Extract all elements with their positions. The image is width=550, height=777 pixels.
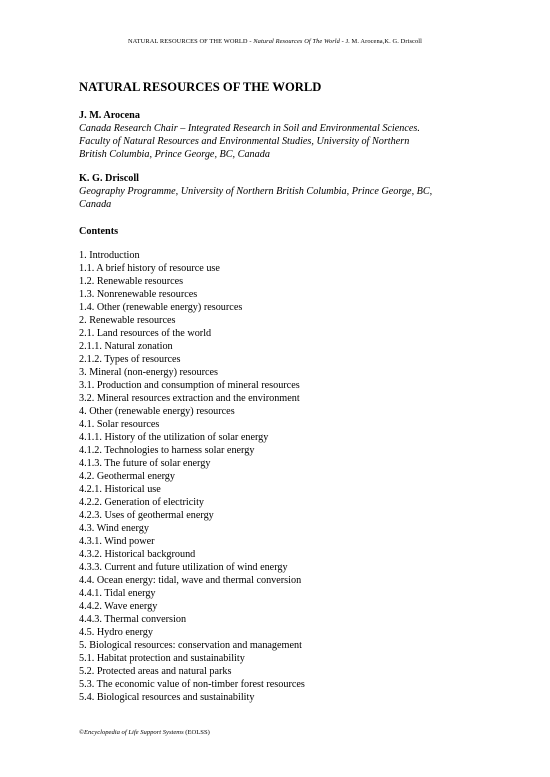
toc-item: 5.2. Protected areas and natural parks — [79, 666, 232, 677]
toc-item: 5. Biological resources: conservation and management — [79, 640, 302, 651]
toc-item: 4.1.1. History of the utilization of solar energy — [79, 432, 269, 443]
toc-item: 4.2.1. Historical use — [79, 484, 161, 495]
toc-item: 2.1.2. Types of resources — [79, 354, 181, 365]
toc-item: 2.1.1. Natural zonation — [79, 341, 173, 352]
toc-item: 4.1. Solar resources — [79, 419, 160, 430]
toc-item: 1.3. Nonrenewable resources — [79, 289, 198, 300]
contents-heading: Contents — [79, 226, 119, 237]
footer-abbrev: (EOLSS) — [183, 729, 210, 736]
toc-item: 4. Other (renewable energy) resources — [79, 406, 235, 417]
toc-item: 3.2. Mineral resources extraction and the environment — [79, 393, 300, 404]
toc-item: 4.2.2. Generation of electricity — [79, 497, 205, 508]
toc-item: 4.3.2. Historical background — [79, 549, 196, 560]
document-title: NATURAL RESOURCES OF THE WORLD — [79, 80, 322, 94]
toc-item: 4.5. Hydro energy — [79, 627, 153, 638]
toc-item: 2. Renewable resources — [79, 315, 176, 326]
toc-item: 4.2. Geothermal energy — [79, 471, 175, 482]
toc-item: 1.4. Other (renewable energy) resources — [79, 302, 243, 313]
toc-item: 3. Mineral (non-energy) resources — [79, 367, 218, 378]
toc-item: 4.2.3. Uses of geothermal energy — [79, 510, 214, 521]
author-affiliation-line: Faculty of Natural Resources and Environmental Studies, University of Northern — [79, 136, 410, 147]
toc-item: 4.4. Ocean energy: tidal, wave and thermal conversion — [79, 575, 302, 586]
running-head — [0, 38, 550, 45]
toc-item: 4.4.3. Thermal conversion — [79, 614, 187, 625]
toc-item: 1. Introduction — [79, 250, 140, 261]
running-head-prefix: NATURAL RESOURCES OF THE WORLD - — [127, 38, 254, 45]
author-block-arocena — [79, 109, 479, 161]
author-affiliation-line: Geography Programme, University of Northern British Columbia, Prince George, BC, — [79, 186, 433, 197]
toc-item: 4.3. Wind energy — [79, 523, 149, 534]
toc-item: 1.2. Renewable resources — [79, 276, 184, 287]
toc-item: 2.1. Land resources of the world — [79, 328, 212, 339]
running-head-authors: - J. M. Arocena,K. G. Driscoll — [339, 38, 423, 45]
toc-item: 4.4.2. Wave energy — [79, 601, 158, 612]
footer-publication: Encyclopedia of Life Support Systems — [84, 729, 184, 736]
toc-item: 4.3.3. Current and future utilization of wind energy — [79, 562, 288, 573]
toc-item: 5.1. Habitat protection and sustainability — [79, 653, 245, 664]
toc-item: 5.3. The economic value of non-timber forest resources — [79, 679, 305, 690]
author-affiliation-line: Canada Research Chair – Integrated Research in Soil and Environmental Sciences. — [79, 123, 420, 134]
page-footer — [79, 729, 210, 736]
running-head-title: Natural Resources Of The World — [253, 38, 340, 45]
table-of-contents — [79, 249, 305, 704]
toc-item: 4.3.1. Wind power — [79, 536, 155, 547]
copyright-symbol: © — [79, 729, 85, 736]
author-affiliation-line: British Columbia, Prince George, BC, Canada — [79, 149, 270, 160]
toc-item: 5.4. Biological resources and sustainability — [79, 692, 255, 703]
author-affiliation-line: Canada — [79, 199, 112, 210]
toc-item: 3.1. Production and consumption of mineral resources — [79, 380, 300, 391]
author-name: J. M. Arocena — [79, 110, 140, 121]
toc-item: 4.1.2. Technologies to harness solar energy — [79, 445, 255, 456]
author-block-driscoll — [79, 172, 479, 211]
author-name: K. G. Driscoll — [79, 173, 139, 184]
toc-item: 4.4.1. Tidal energy — [79, 588, 156, 599]
toc-item: 1.1. A brief history of resource use — [79, 263, 220, 274]
toc-item: 4.1.3. The future of solar energy — [79, 458, 211, 469]
